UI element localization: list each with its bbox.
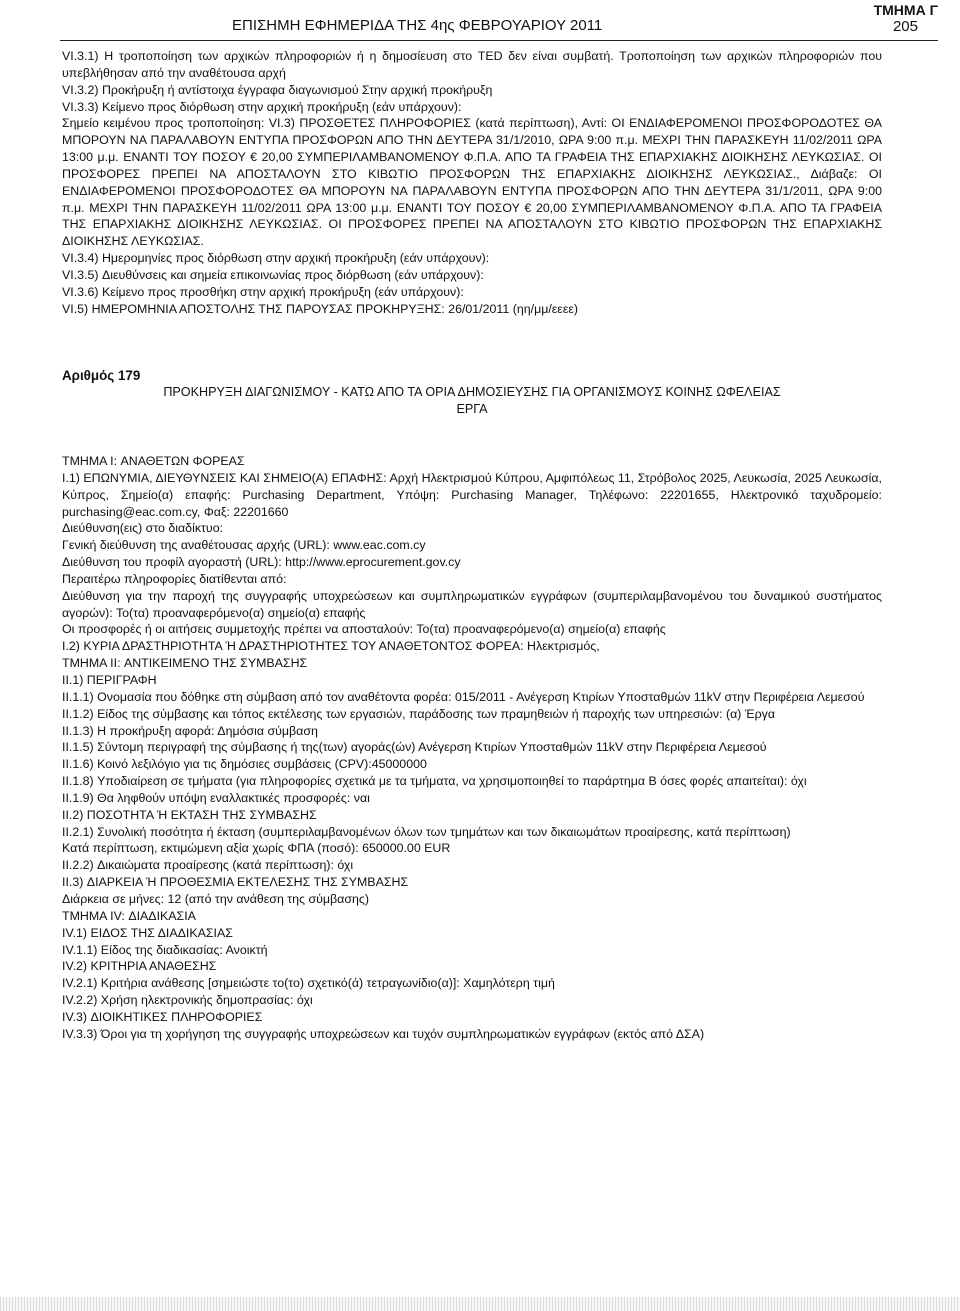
paragraph: II.1.8) Υποδιαίρεση σε τμήματα (για πληροφορίες σχετικά με τα τμήματα, να χρησιμοποιηθεί το παράρτημα Β όσες φορές απαιτείται): όχι [62,774,807,789]
section-heading: ΤΜΗΜΑ II: ΑΝΤΙΚΕΙΜΕΝΟ ΤΗΣ ΣΥΜΒΑΣΗΣ [62,656,308,671]
section-heading: ΤΜΗΜΑ I: ΑΝΑΘΕΤΩΝ ΦΟΡΕΑΣ [62,454,245,469]
paragraph: II.1.6) Κοινό λεξιλόγιο για τις δημόσιες συμβάσεις (CPV):45000000 [62,757,427,772]
paragraph: Διεύθυνση(εις) στο διαδίκτυο: [62,521,224,536]
paragraph: VI.3.6) Κείμενο προς προσθήκη στην αρχική προκήρυξη (εάν υπάρχουν): [62,284,464,299]
gazette-title: ΕΠΙΣΗΜΗ ΕΦΗΜΕΡΙΔΑ ΤΗΣ 4ης ΦΕΒΡΟΥΑΡΙΟΥ 2011 [232,17,603,34]
paragraph: Γενική διεύθυνση της αναθέτουσας αρχής (URL): www.eac.com.cy [62,538,426,553]
paragraph: Σημείο κειμένου προς τροποποίηση: VI.3) ΠΡΟΣΘΕΤΕΣ ΠΛΗΡΟΦΟΡΙΕΣ (κατά περίπτωση), Αντί: ΟΙ ΕΝΔΙΑΦΕΡΟΜΕΝΟΙ ΠΡΟΣΦΟΡΟΔΟΤΕΣ ΘΑ ΜΠΟΡΟΥΝ ΝΑ ΠΑΡΑΛΑΒΟΥΝ ΕΝΤΥΠΑ ΠΡΟΣΦΟΡΩΝ ΑΠΟ ΤΗΝ ΔΕΥΤΕΡΑ 31/1/2010, ΩΡΑ 9:00 π.μ. ΜΕΧΡΙ ΤΗΝ ΠΑΡΑΣΚΕΥΗ 11/02/2011 ΩΡΑ 13:00 μ.μ. ΕΝΑΝΤΙ ΤΟΥ ΠΟΣΟΥ € 20,00 ΣΥΜΠΕΡΙΛΑΜΒΑΝΟΜΕΝΟΥ Φ.Π.Α. ΑΠΟ ΤΑ ΓΡΑΦΕΙΑ ΤΗΣ ΕΠΑΡΧΙΑΚΗΣ ΔΙΟΙΚΗΣΗΣ ΛΕΥΚΩΣΙΑΣ. ΟΙ ΠΡΟΣΦΟΡΕΣ ΠΡΕΠΕΙ ΝΑ ΑΠΟΣΤΑΛΟΥΝ ΣΤΟ ΚΙΒΩΤΙΟ ΠΡΟΣΦΟΡΩΝ ΤΗΣ ΕΠΑΡΧΙΑΚΗΣ ΔΙΟΙΚΗΣΗΣ ΛΕΥΚΩΣΙΑΣ., Διάβαζε: ΟΙ ΕΝΔΙΑΦΕΡΟΜΕΝΟΙ ΠΡΟΣΦΟΡΟΔΟΤΕΣ ΘΑ ΜΠΟΡΟΥΝ ΝΑ ΠΑΡΑΛΑΒΟΥΝ ΕΝΤΥΠΑ ΠΡΟΣΦΟΡΩΝ ΑΠΟ ΤΗΝ ΔΕΥΤΕΡΑ 31/1/2011, ΩΡΑ 9:00 π.μ. ΜΕΧΡΙ ΤΗΝ ΠΑΡΑΣΚΕΥΗ 11/02/2011 ΩΡΑ 13:00 μ.μ. ΕΝΑΝΤΙ ΤΟΥ ΠΟΣΟΥ € 20,00 ΣΥΜΠΕΡΙΛΑΜΒΑΝΟΜΕΝΟΥ Φ.Π.Α. ΑΠΟ ΤΑ ΓΡΑΦΕΙΑ ΤΗΣ ΕΠΑΡΧΙΑΚΗΣ ΔΙΟΙΚΗΣΗΣ ΛΕΥΚΩΣΙΑΣ. ΟΙ ΠΡΟΣΦΟΡΕΣ ΠΡΕΠΕΙ ΝΑ ΑΠΟΣΤΑΛΟΥΝ ΣΤΟ ΚΙΒΩΤΙΟ ΠΡΟΣΦΟΡΩΝ ΤΗΣ ΕΠΑΡΧΙΑΚΗΣ ΔΙΟΙΚΗΣΗΣ ΛΕΥΚΩΣΙΑΣ. [62,116,882,249]
paragraph: IV.1.1) Είδος της διαδικασίας: Ανοικτή [62,942,268,957]
paragraph: Διεύθυνση για την παροχή της συγγραφής υποχρεώσεων και συμπληρωματικών εγγράφων (συμπεριλαμβανομένου του δυναμικού συστήματος αγορών): Το(τα) προαναφερόμενο(α) σημείο(α) επαφής [62,588,882,620]
paragraph: I.1) ΕΠΩΝΥΜΙΑ, ΔΙΕΥΘΥΝΣΕΙΣ ΚΑΙ ΣΗΜΕΙΟ(Α) ΕΠΑΦΗΣ: Αρχή Ηλεκτρισμού Κύπρου, Αμφιπόλεως 11, Στρόβολος 2025, Λευκωσία, 2025 Λευκωσία, Κύπρος, Σημείο(α) επαφής: Purchasing Department, Υπόψη: Purchasing Manager, Τηλέφωνο: 22201655, Ηλεκτρονικό ταχυδρομείο: purchasing@eac.com.cy, Φαξ: 22201660 [62,470,882,519]
paragraph: II.1.2) Είδος της σύμβασης και τόπος εκτέλεσης των εργασιών, παράδοσης των πραμηθειών ή παροχής των υπηρεσιών: (α) Έργα [62,706,775,721]
notice-title: ΠΡΟΚΗΡΥΞΗ ΔΙΑΓΩΝΙΣΜΟΥ - ΚΑΤΩ ΑΠΟ ΤΑ ΟΡΙΑ ΔΗΜΟΣΙΕΥΣΗΣ ΓΙΑ ΟΡΓΑΝΙΣΜΟΥΣ ΚΟΙΝΗΣ ΩΦΕΛΕΙΑΣ [163,385,781,400]
page-number: 205 [892,18,918,35]
paragraph: II.1.9) Θα ληφθούν υπόψη εναλλακτικές προσφορές: ναι [62,790,370,805]
document-body [62,48,882,1043]
spacer [62,418,882,453]
paragraph: IV.3.3) Όροι για τη χορήγηση της συγγραφής υποχρεώσεων και τυχόν συμπληρωματικών εγγράφων (εκτός από ΔΣΑ) [62,1026,705,1041]
paragraph: II.1.5) Σύντομη περιγραφή της σύμβασης ή της(των) αγοράς(ών) Ανέγερση Κτιρίων Υποσταθμών 11kV στην Περιφέρεια Λεμεσού [62,740,767,755]
paragraph: VI.3.1) Η τροποποίηση των αρχικών πληροφοριών ή η δημοσίευση στο TED δεν είναι συμβατή. Τροποποίηση των αρχικών πληροφοριών που υπεβλήθησαν από την αναθέτουσα αρχή [62,49,882,80]
paragraph: Διάρκεια σε μήνες: 12 (από την ανάθεση της σύμβασης) [62,891,369,906]
paragraph: II.3) ΔΙΑΡΚΕΙΑ Ή ΠΡΟΘΕΣΜΙΑ ΕΚΤΕΛΕΣΗΣ ΤΗΣ ΣΥΜΒΑΣΗΣ [62,875,409,890]
paragraph: IV.2.2) Χρήση ηλεκτρονικής δημοπρασίας: όχι [62,993,313,1008]
paragraph: IV.2.1) Κριτήρια ανάθεσης [σημειώστε το(το) σχετικό(ά) τετραγωνίδιο(α)]: Χαμηλότερη τιμή [62,976,555,991]
paragraph: VI.3.2) Προκήρυξη ή αντίστοιχα έγγραφα διαγωνισμού Στην αρχική προκήρυξη [62,82,493,97]
paragraph: VI.3.3) Κείμενο προς διόρθωση στην αρχική προκήρυξη (εάν υπάρχουν): [62,99,462,114]
paragraph: II.1) ΠΕΡΙΓΡΑΦΗ [62,673,157,687]
paragraph: II.2.2) Δικαιώματα προαίρεσης (κατά περίπτωση): όχι [62,858,354,873]
paragraph: Περαιτέρω πληροφορίες διατίθενται από: [62,571,287,586]
paragraph: VI.3.4) Ημερομηνίες προς διόρθωση στην αρχική προκήρυξη (εάν υπάρχουν): [62,251,490,266]
spacer [62,318,882,368]
paragraph: II.2) ΠΟΣΟΤΗΤΑ Ή ΕΚΤΑΣΗ ΤΗΣ ΣΥΜΒΑΣΗΣ [62,807,317,822]
paragraph: II.2.1) Συνολική ποσότητα ή έκταση (συμπεριλαμβανομένων όλων των τμημάτων και των δικαιωμάτων προαίρεσης, κατά περίπτωση) [62,824,791,839]
paragraph: II.1.1) Ονομασία που δόθηκε στη σύμβαση από τον αναθέτοντα φορέα: 015/2011 - Ανέγερση Κτιρίων Υποσταθμών 11kV στην Περιφέρεια Λεμεσού [62,689,865,704]
section-label: ΤΜΗΜΑ Γ [873,2,938,18]
paragraph: Διεύθυνση του προφίλ αγοραστή (URL): http://www.eprocurement.gov.cy [62,555,461,570]
paragraph: Κατά περίπτωση, εκτιμώμενη αξία χωρίς ΦΠΑ (ποσό): 650000.00 EUR [62,841,451,856]
paragraph: VI.3.5) Διευθύνσεις και σημεία επικοινωνίας προς διόρθωση (εάν υπάρχουν): [62,267,484,282]
notice-number: Αριθμός 179 [62,367,141,383]
paragraph: IV.2) ΚΡΙΤΗΡΙΑ ΑΝΑΘΕΣΗΣ [62,959,217,974]
paragraph: IV.3) ΔΙΟΙΚΗΤΙΚΕΣ ΠΛΗΡΟΦΟΡΙΕΣ [62,1009,263,1024]
paragraph: I.2) ΚΥΡΙΑ ΔΡΑΣΤΗΡΙΟΤΗΤΑ Ή ΔΡΑΣΤΗΡΙΟΤΗΤΕΣ ΤΟΥ ΑΝΑΘΕΤΟΝΤΟΣ ΦΟΡΕΑ: Ηλεκτρισμός, [62,639,600,654]
notice-subtitle: ΕΡΓΑ [456,402,488,417]
paragraph: IV.1) ΕΙΔΟΣ ΤΗΣ ΔΙΑΔΙΚΑΣΙΑΣ [62,925,233,940]
paragraph: Οι προσφορές ή οι αιτήσεις συμμετοχής πρέπει να αποσταλούν: Το(τα) προαναφερόμενο(α) σημείο(α) επαφής [62,622,666,637]
scan-artifact [0,1297,960,1311]
paragraph: VI.5) ΗΜΕΡΟΜΗΝΙΑ ΑΠΟΣΤΟΛΗΣ ΤΗΣ ΠΑΡΟΥΣΑΣ ΠΡΟΚΗΡΥΞΗΣ: 26/01/2011 (ηη/μμ/εεεε) [62,301,579,316]
paragraph: II.1.3) Η προκήρυξη αφορά: Δημόσια σύμβαση [62,723,318,738]
section-heading: ΤΜΗΜΑ IV: ΔΙΑΔΙΚΑΣΙΑ [62,908,196,923]
header-rule [60,40,938,41]
page-header [0,0,960,46]
